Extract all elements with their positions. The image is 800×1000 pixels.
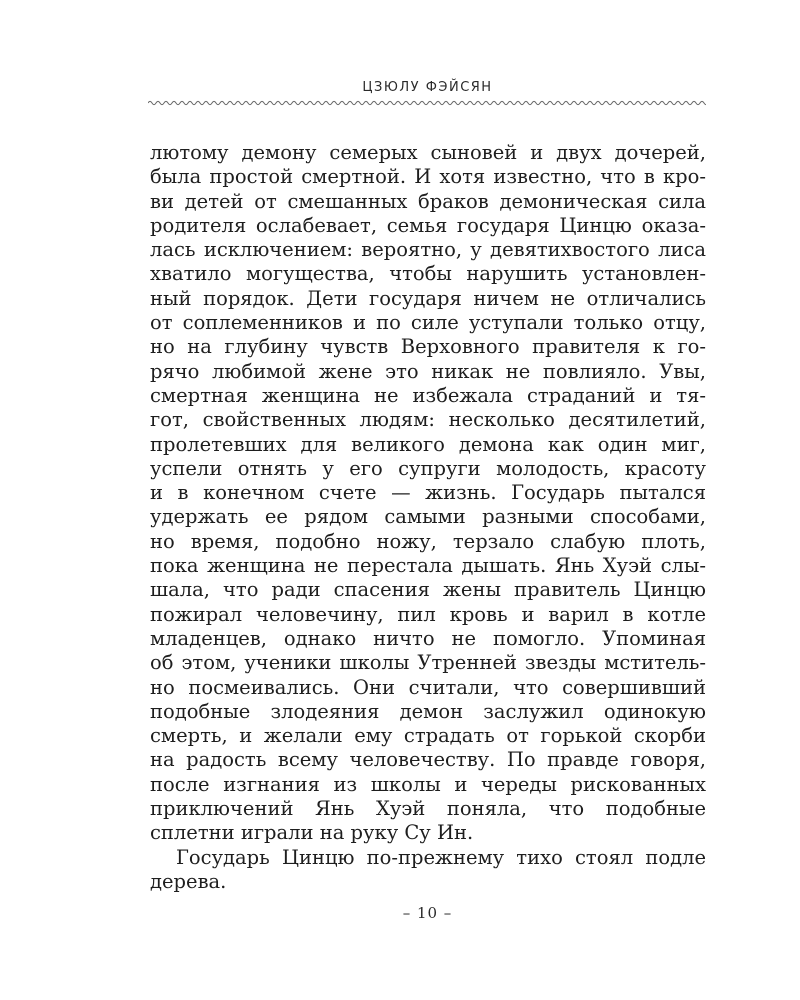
text-line: но на глубину чувств Верховного правителя к го- — [150, 335, 706, 359]
text-line: пожирал человечину, пил кровь и варил в котле — [150, 602, 706, 626]
text-line: ный порядок. Дети государя ничем не отличались — [150, 286, 706, 310]
text-line: приключений Янь Хуэй поняла, что подобные — [150, 797, 706, 821]
decorative-wavy-rule — [148, 99, 706, 107]
text-line: гот, свойственных людям: несколько десятилетий, — [150, 408, 706, 432]
text-line: после изгнания из школы и череды рискованных — [150, 772, 706, 796]
text-line: Государь Цинцю по-прежнему тихо стоял подле — [176, 845, 706, 869]
text-line: пока женщина не перестала дышать. Янь Хуэй слы- — [150, 554, 706, 578]
text-line: смертная женщина не избежала страданий и тя- — [150, 383, 706, 407]
text-line: шала, что ради спасения жены правитель Цинцю — [150, 578, 706, 602]
page-number: – 10 – — [402, 904, 453, 922]
text-line: удержать ее рядом самыми разными способами, — [150, 505, 706, 529]
text-line: лась исключением: вероятно, у девятихвостого лиса — [150, 238, 706, 262]
text-line: подобные злодеяния демон заслужил одинокую — [150, 699, 706, 723]
text-line: от соплеменников и по силе уступали только отцу, — [150, 311, 706, 335]
text-line: на радость всему человечеству. По правде говоря, — [150, 748, 706, 772]
text-line: родителя ослабевает, семья государя Цинцю оказа- — [150, 213, 706, 237]
text-line: смерть, и желали ему страдать от горькой скорби — [150, 724, 706, 748]
text-line: успели отнять у его супруги молодость, красоту — [150, 456, 706, 480]
text-line: но посмеивались. Они считали, что совершивший — [150, 675, 706, 699]
text-line: но время, подобно ножу, терзало слабую плоть, — [150, 529, 706, 553]
text-line: и в конечном счете — жизнь. Государь пытался — [150, 481, 706, 505]
text-line: младенцев, однако ничто не помогло. Упоминая — [150, 626, 706, 650]
text-line: была простой смертной. И хотя известно, что в кро- — [150, 165, 706, 189]
running-header: ЦЗЮЛУ ФЭЙСЯН — [362, 80, 493, 95]
text-line: хватило могущества, чтобы нарушить установлен- — [150, 262, 706, 286]
body-text — [150, 141, 706, 894]
text-line: пролетевших для великого демона как один миг, — [150, 432, 706, 456]
text-line: лютому демону семерых сыновей и двух дочерей, — [150, 141, 706, 164]
text-line: об этом, ученики школы Утренней звезды мститель- — [150, 651, 706, 675]
text-line: рячо любимой жене это никак не повлияло. Увы, — [150, 359, 706, 383]
text-line: сплетни играли на руку Су Ин. — [150, 821, 474, 845]
text-line: дерева. — [150, 869, 227, 893]
text-line: ви детей от смешанных браков демоническая сила — [150, 189, 706, 213]
